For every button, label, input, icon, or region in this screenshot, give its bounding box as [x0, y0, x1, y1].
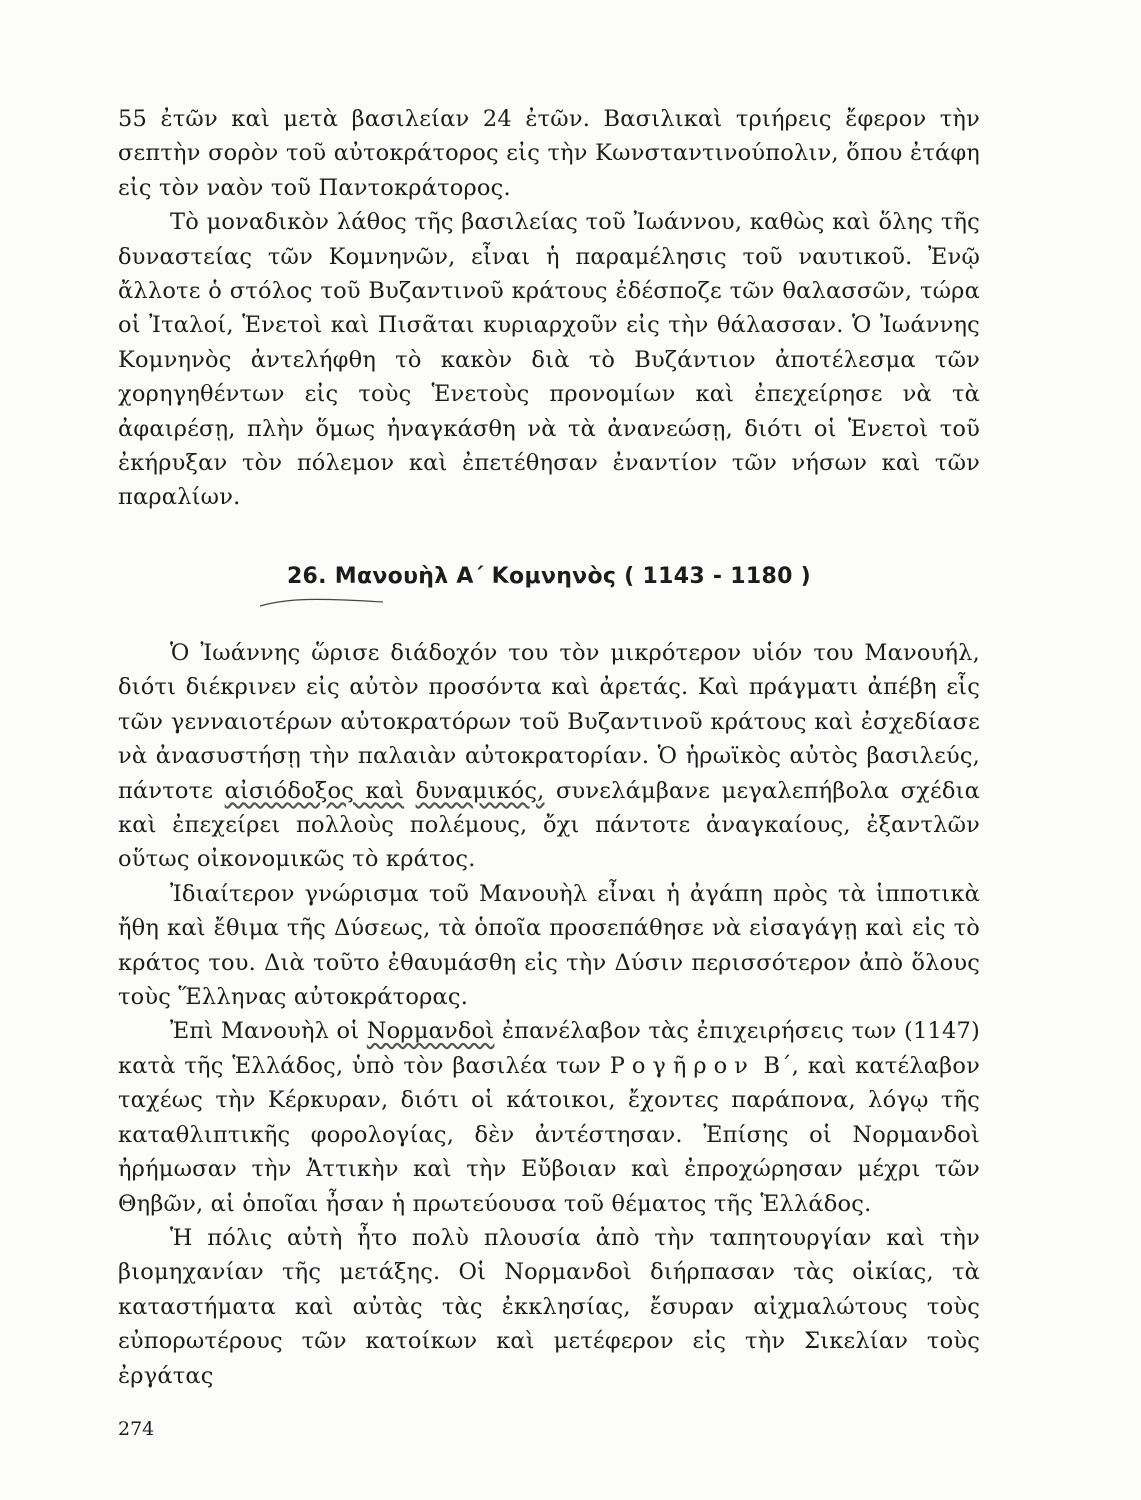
text-run: συνελάμβανε μεγαλεπήβολα σχέδια καὶ ἐπεχείρει πολλοὺς πολέμους, ὄχι πάντοτε ἀναγκαίους, ἐξαντλῶν οὕτως οἰκονομικῶς τὸ κράτος. [118, 777, 981, 873]
underlined-word: δυναμικός, [415, 777, 545, 804]
page-number: 274 [118, 1418, 155, 1440]
paragraph-navy-neglect: Τὸ μοναδικὸν λάθος τῆς βασιλείας τοῦ Ἰωάννου, καθὼς καὶ ὅλης τῆς δυναστείας τῶν Κομνηνῶν, εἶναι ἡ παραμέλησις τοῦ ναυτικοῦ. Ἐνῷ ἄλλοτε ὁ στόλος τοῦ Βυζαντινοῦ κράτους ἐδέσποζε τῶν θαλασσῶν, τώρα οἱ Ἰταλοί, Ἑνετοὶ καὶ Πισᾶται κυριαρχοῦν εἰς τὴν θάλασσαν. Ὁ Ἰωάννης Κομνηνὸς ἀντελήφθη τὸ κακὸν διὰ τὸ Βυζάντιον ἀποτέλεσμα τῶν χορηγηθέντων εἰς τοὺς Ἑνετοὺς προνομίων καὶ ἐπεχείρησε νὰ τὰ ἀφαιρέσῃ, πλὴν ὅμως ἠναγκάσθη νὰ τὰ ἀνανεώσῃ, διότι οἱ Ἑνετοὶ τοῦ ἐκήρυξαν τὸν πόλεμον καὶ ἐπετέθησαν ἐναντίον τῶν νήσων καὶ τῶν παραλίων. [118, 209, 980, 511]
text-run: Ὁ Ἰωάννης ὥρισε διάδοχόν του τὸν μικρότερον υἱόν του Μανουήλ, διότι διέκρινεν εἰς αὐτὸν προσόντα καὶ ἀρετάς. Καὶ πράγματι ἀπέβη εἷς τῶν γενναιοτέρων αὐτοκρατόρων τοῦ Βυζαντινοῦ κράτους καὶ ἐσχεδίασε νὰ ἀνασυστήσῃ τὴν παλαιὰν αὐτοκρατορίαν. Ὁ ἡρωϊκὸς αὐτὸς βασιλεύς, πάντοτε [118, 640, 980, 804]
paragraph-continuation: 55 ἐτῶν καὶ μετὰ βασιλείαν 24 ἐτῶν. Βασιλικαὶ τριήρεις ἔφερον τὴν σεπτὴν σορὸν τοῦ αὐτοκράτορος εἰς τὴν Κωνσταντινούπολιν, ὅπου ἐτάφη εἰς τὸν ναὸν τοῦ Παντοκράτορος. [118, 106, 980, 201]
text-run: ἐπανέλαβον τὰς ἐπιχειρήσεις των (1147) κατὰ τῆς Ἑλλάδος, ὑπὸ τὸν βασιλέα των [118, 1018, 980, 1079]
heading-swash-mark [258, 596, 388, 610]
spaced-name: Ρογῆρον [609, 1052, 755, 1079]
paragraph-chivalry: Ἰδιαίτερον γνώρισμα τοῦ Μανουὴλ εἶναι ἡ ἀγάπη πρὸς τὰ ἱπποτικὰ ἤθη καὶ ἔθιμα τῆς Δύσεως, τὰ ὁποῖα προσεπάθησε νὰ εἰσαγάγῃ καὶ εἰς τὸ κράτος του. Διὰ τοῦτο ἐθαυμάσθη εἰς τὴν Δύσιν περισσότερον ἀπὸ ὅλους τοὺς Ἕλληνας αὐτοκράτορας. [118, 880, 980, 1011]
section-heading: 26. Μανουὴλ Α΄ Κομνηνὸς ( 1143 - 1180 ) [286, 564, 812, 589]
text-run [404, 778, 415, 804]
text-run: Β΄, καὶ κατέλαβον ταχέως τὴν Κέρκυραν, διότι οἱ κάτοικοι, ἔχοντες παράπονα, λόγῳ τῆς καταθλιπτικῆς φορολογίας, δὲν ἀντέστησαν. Ἐπίσης οἱ Νορμανδοὶ ἠρήμωσαν τὴν Ἀττικὴν καὶ τὴν Εὔβοιαν καὶ ἐπροχώρησαν μέχρι τῶν Θηβῶν, αἱ ὁποῖαι ἦσαν ἡ πρωτεύουσα τοῦ θέματος τῆς Ἑλλάδος. [118, 1052, 980, 1217]
paragraph-normans [118, 1014, 980, 1220]
paragraph-thebes: Ἡ πόλις αὐτὴ ἦτο πολὺ πλουσία ἀπὸ τὴν ταπητουργίαν καὶ τὴν βιομηχανίαν τῆς μετάξης. Οἱ Νορμανδοὶ διήρπασαν τὰς οἰκίας, τὰ καταστήματα καὶ αὐτὰς τὰς ἐκκλησίας, ἔσυραν αἰχμαλώτους τοὺς εὐπορωτέρους τῶν κατοίκων καὶ μετέφερον εἰς τὴν Σικελίαν τοὺς ἐργάτας [118, 1224, 980, 1389]
main-text [118, 636, 980, 1393]
underlined-word: Νορμανδοὶ [366, 1018, 495, 1045]
intro-text [118, 102, 980, 515]
text-run: Ἐπὶ Μανουὴλ οἱ [170, 1018, 367, 1045]
paragraph-manuel-succession [118, 636, 980, 877]
underlined-phrase: αἰσιόδοξος καὶ [224, 777, 405, 804]
